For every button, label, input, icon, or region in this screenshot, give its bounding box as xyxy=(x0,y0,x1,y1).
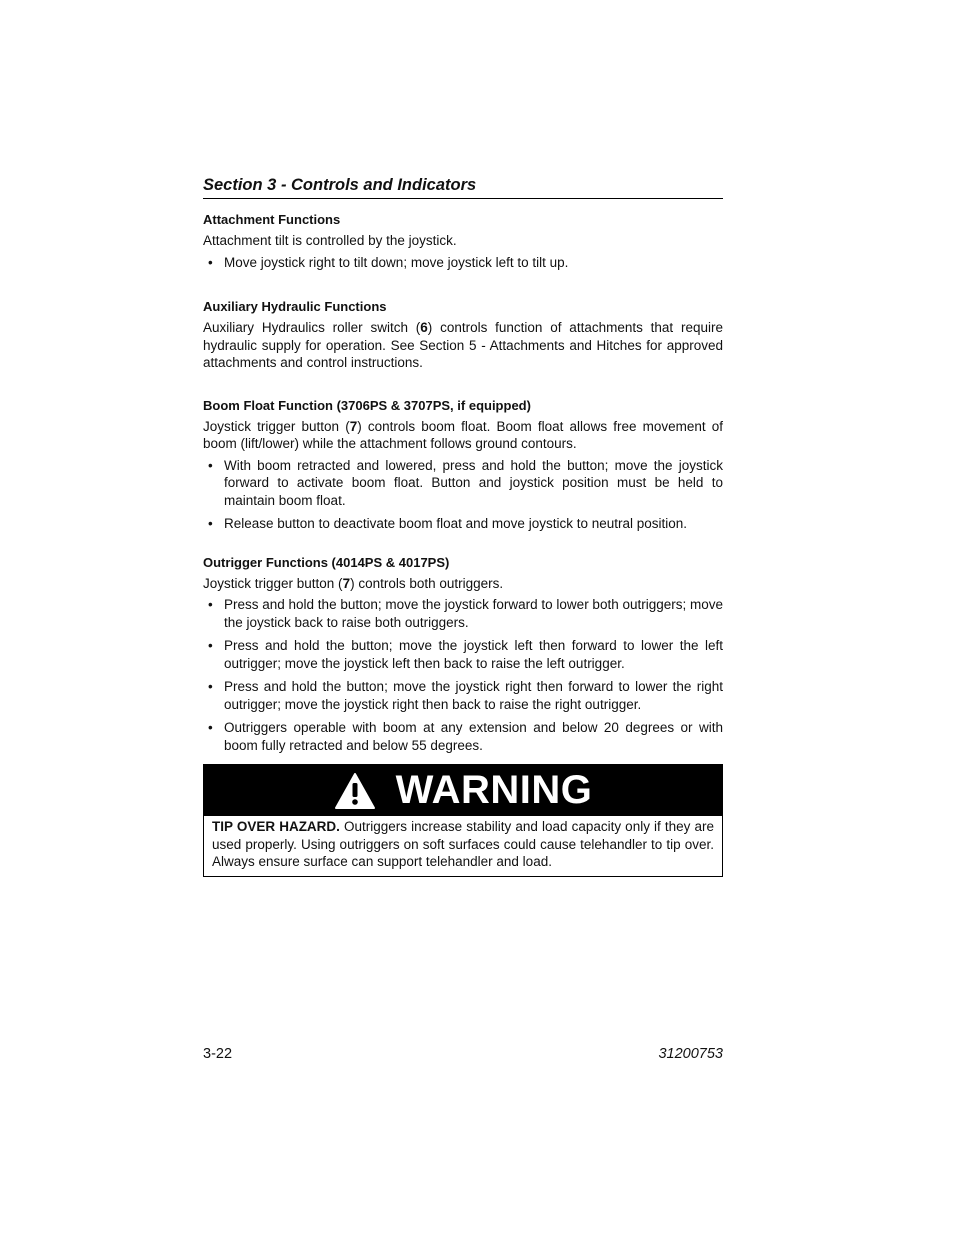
boom-float-paragraph xyxy=(203,418,723,453)
reference-number: 6 xyxy=(420,320,428,335)
list-item-text: With boom retracted and lowered, press and hold the button; move the joystick forward to activate boom float. Button and joystick position must be held to maintain boom float. xyxy=(224,457,723,508)
attachment-functions-section xyxy=(203,211,723,271)
warning-header xyxy=(204,765,722,816)
page-number: 3-22 xyxy=(203,1046,233,1062)
list-item-text: Move joystick right to tilt down; move joystick left to tilt up. xyxy=(224,254,569,270)
list-item-text: Release button to deactivate boom float and move joystick to neutral position. xyxy=(224,516,688,531)
bullet-glyph: • xyxy=(208,597,213,612)
boom-float-heading: Boom Float Function (3706PS & 3707PS, if equipped) xyxy=(203,397,531,413)
auxiliary-hydraulic-paragraph xyxy=(203,319,723,372)
warning-lead: TIP OVER HAZARD. xyxy=(212,819,340,834)
reference-number: 7 xyxy=(342,575,351,591)
bullet-glyph: • xyxy=(208,638,213,653)
boom-float-list xyxy=(203,457,723,533)
list-item-text: Press and hold the button; move the joystick forward to lower both outriggers; move the joystick back to raise both outriggers. xyxy=(224,597,724,630)
page-content xyxy=(203,176,723,877)
paragraph-text: ) controls function of attachments that require hydraulic supply for operation. See Section 5 - Attachments and Hitches for approved attachments and control instructions. xyxy=(203,320,723,370)
list-item xyxy=(203,678,723,713)
outrigger-list xyxy=(203,596,723,754)
outrigger-paragraph xyxy=(203,575,723,593)
warning-text xyxy=(204,816,722,876)
auxiliary-hydraulic-section xyxy=(203,298,723,372)
warning-label: WARNING xyxy=(395,768,593,812)
paragraph-text: Auxiliary Hydraulics roller switch ( xyxy=(203,320,421,335)
list-item xyxy=(203,637,723,672)
list-item xyxy=(203,515,723,533)
paragraph-text: Joystick trigger button ( xyxy=(203,575,343,591)
bullet-glyph: • xyxy=(208,254,213,270)
list-item xyxy=(203,719,723,754)
bullet-glyph: • xyxy=(208,516,213,531)
section-title: Section 3 - Controls and Indicators xyxy=(203,176,723,199)
reference-number: 7 xyxy=(349,418,358,434)
paragraph-text: ) controls both outriggers. xyxy=(350,575,504,591)
attachment-functions-intro: Attachment tilt is controlled by the joystick. xyxy=(203,233,457,248)
warning-triangle-icon xyxy=(334,772,376,810)
list-item xyxy=(203,254,723,272)
paragraph-text: ) controls boom float. Boom float allows free movement of boom (lift/lower) while the attachment follows ground contours. xyxy=(203,418,723,451)
list-item-text: Outriggers operable with boom at any extension and below 20 degrees or with boom fully retracted and below 55 degrees. xyxy=(224,720,723,753)
bullet-glyph: • xyxy=(208,679,213,694)
boom-float-section xyxy=(203,397,723,533)
auxiliary-hydraulic-heading: Auxiliary Hydraulic Functions xyxy=(203,299,387,314)
list-item-text: Press and hold the button; move the joystick left then forward to lower the left outrigger; move the joystick left then back to raise the left outrigger. xyxy=(224,638,723,671)
attachment-functions-heading: Attachment Functions xyxy=(203,212,341,227)
list-item xyxy=(203,596,723,631)
paragraph-text: Joystick trigger button ( xyxy=(203,418,350,434)
outrigger-heading: Outrigger Functions (4014PS & 4017PS) xyxy=(203,554,450,570)
warning-message: Outriggers increase stability and load capacity only if they are used properly. Using outriggers on soft surfaces could cause telehandler to tip over. Always ensure surface can support telehandler and load. xyxy=(212,819,714,869)
warning-box xyxy=(203,764,723,877)
list-item xyxy=(203,457,723,510)
list-item-text: Press and hold the button; move the joystick right then forward to lower the right outrigger; move the joystick right then back to raise the right outrigger. xyxy=(224,679,723,712)
bullet-glyph: • xyxy=(208,720,213,735)
bullet-glyph: • xyxy=(208,457,213,473)
outrigger-section xyxy=(203,554,723,755)
document-number: 31200753 xyxy=(658,1046,723,1062)
attachment-functions-list xyxy=(203,254,723,272)
